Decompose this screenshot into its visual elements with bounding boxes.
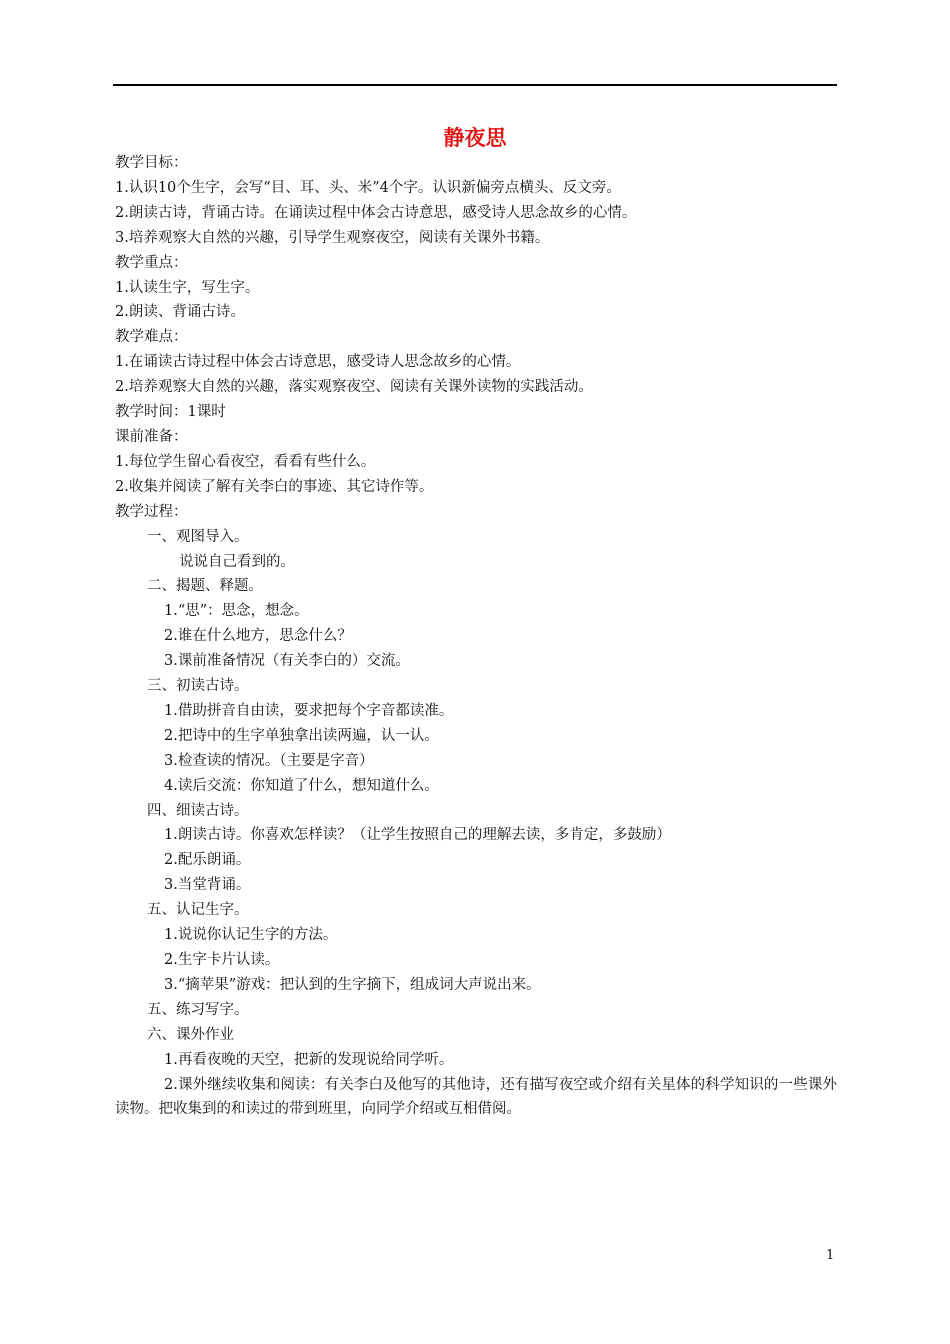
text-line: 2.谁在什么地方，思念什么？ [164, 628, 352, 645]
text-line: 3.检查读的情况。（主要是字音） [164, 752, 374, 769]
text-line: 2.生字卡片认读。 [164, 952, 280, 968]
document-title: 静夜思 [443, 126, 507, 150]
text-line: 一、观图导入。 [147, 528, 249, 545]
text-line: 课前准备： [115, 428, 188, 445]
text-line: 二、揭题、释题。 [147, 578, 263, 595]
text-line: 教学目标： [115, 155, 188, 171]
text-line: 五、认记生字。 [147, 902, 249, 919]
text-line: 2.朗读古诗，背诵古诗。在诵读过程中体会古诗意思，感受诗人思念故乡的心情。 [115, 204, 637, 221]
text-line: 3.当堂背诵。 [164, 877, 251, 894]
text-line: 1.认读生字，写生字。 [115, 279, 260, 296]
text-line: 五、练习写字。 [147, 1001, 249, 1018]
text-line: 说说自己看到的。 [179, 553, 295, 570]
header-rule [113, 84, 837, 86]
text-line: 1.在诵读古诗过程中体会古诗意思，感受诗人思念故乡的心情。 [115, 354, 521, 371]
text-line: 教学过程： [115, 503, 188, 520]
text-line: 2.培养观察大自然的兴趣，落实观察夜空、阅读有关课外读物的实践活动。 [115, 379, 593, 396]
text-line: 教学难点： [115, 329, 188, 346]
text-line: 1.朗读古诗。你喜欢怎样读？（让学生按照自己的理解去读，多肯定，多鼓励） [164, 827, 671, 844]
text-line: 2.朗读、背诵古诗。 [115, 304, 245, 321]
text-line: 3.培养观察大自然的兴趣，引导学生观察夜空，阅读有关课外书籍。 [115, 229, 550, 246]
text-line: 2.配乐朗诵。 [164, 852, 251, 869]
text-line: 教学时间：1课时 [115, 404, 226, 421]
text-line: 六、课外作业 [147, 1026, 234, 1043]
text-line: 3.“摘苹果”游戏：把认到的生字摘下，组成词大声说出来。 [164, 976, 541, 993]
text-line: 1.每位学生留心看夜空，看看有些什么。 [115, 453, 376, 470]
document-body [115, 151, 837, 1122]
text-line: 1.说说你认记生字的方法。 [164, 927, 338, 944]
text-line: 1.“思”：思念，想念。 [164, 603, 309, 620]
text-line: 2.把诗中的生字单独拿出读两遍，认一认。 [164, 727, 439, 744]
text-line: 教学重点： [115, 254, 188, 271]
page-number: 1 [826, 1248, 835, 1263]
text-line: 四、细读古诗。 [147, 802, 249, 819]
text-line: 1.再看夜晚的天空，把新的发现说给同学听。 [164, 1051, 454, 1068]
lesson-plan-lines [115, 151, 837, 1073]
text-line: 1.认识10个生字，会写“目、耳、头、米”4个字。认识新偏旁点横头、反文旁。 [115, 179, 621, 196]
text-line: 3.课前准备情况（有关李白的）交流。 [164, 653, 410, 670]
final-paragraph: 2.课外继续收集和阅读：有关李白及他写的其他诗，还有描写夜空或介绍有关星体的科学知识的一些课外读物。把收集到的和读过的带到班里，向同学介绍或互相借阅。 [115, 1076, 837, 1118]
text-line: 三、初读古诗。 [147, 678, 249, 695]
text-line: 1.借助拼音自由读，要求把每个字音都读准。 [164, 702, 454, 719]
text-line: 2.收集并阅读了解有关李白的事迹、其它诗作等。 [115, 478, 434, 495]
text-line: 4.读后交流：你知道了什么，想知道什么。 [164, 777, 439, 794]
